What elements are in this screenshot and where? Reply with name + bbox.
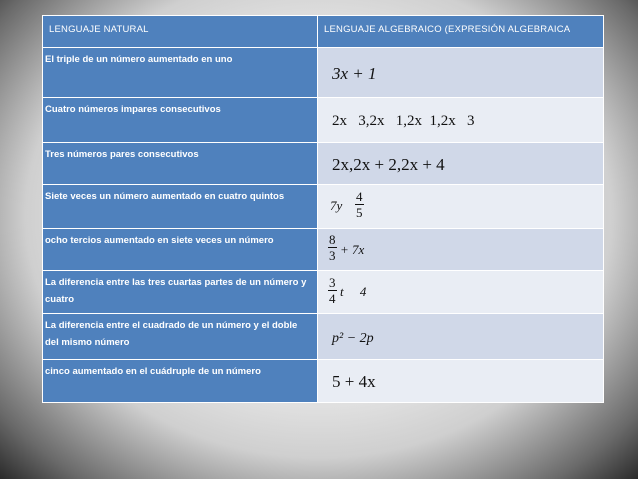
table-header-row — [43, 16, 603, 47]
algebraic-expression: 2x 3,2x 1,2x 1,2x 3 — [332, 113, 475, 129]
table-row — [43, 313, 603, 359]
header-natural-language: LENGUAJE NATURAL — [43, 16, 318, 47]
natural-language-cell: Siete veces un número aumentado en cuatro quintos — [45, 191, 285, 202]
algebraic-expression: 2x,2x + 2,2x + 4 — [332, 155, 445, 174]
table-row — [43, 142, 603, 184]
fraction-denominator: 3 — [329, 248, 336, 263]
algebraic-expression-lead: 7y — [330, 198, 343, 213]
fraction — [328, 276, 337, 306]
algebraic-expression: p² − 2p — [332, 331, 374, 346]
algebraic-expression: 3x + 1 — [332, 64, 377, 83]
algebraic-expression: 5 + 4x — [332, 372, 376, 391]
natural-language-cell: Tres números pares consecutivos — [45, 149, 199, 160]
fraction-denominator: 5 — [356, 205, 363, 220]
natural-language-cell: Cuatro números impares consecutivos — [45, 104, 221, 115]
algebraic-expression-tail: + 7x — [340, 242, 365, 257]
fraction-numerator: 4 — [356, 189, 363, 204]
natural-language-cell: El triple de un número aumentado en uno — [45, 54, 233, 65]
table-row — [43, 228, 603, 270]
natural-language-cell: ocho tercios aumentado en siete veces un número — [45, 235, 274, 246]
table-row — [43, 184, 603, 228]
algebraic-expression-tail: t 4 — [340, 284, 367, 299]
table-row — [43, 97, 603, 142]
natural-language-cell: La diferencia entre las tres cuartas partes de un número y cuatro — [45, 277, 307, 305]
header-algebraic-language: LENGUAJE ALGEBRAICO (EXPRESIÓN ALGEBRAICA — [324, 24, 571, 35]
expressions-table — [42, 15, 604, 403]
fraction — [328, 233, 337, 263]
table-row — [43, 359, 603, 402]
table-row — [43, 270, 603, 313]
fraction-denominator: 4 — [329, 291, 336, 306]
table-row — [43, 47, 603, 97]
fraction-numerator: 3 — [329, 275, 336, 290]
fraction-numerator: 8 — [329, 232, 336, 247]
natural-language-cell: La diferencia entre el cuadrado de un número y el doble del mismo número — [45, 320, 298, 348]
natural-language-cell: cinco aumentado en el cuádruple de un número — [45, 366, 261, 377]
fraction — [355, 190, 364, 220]
